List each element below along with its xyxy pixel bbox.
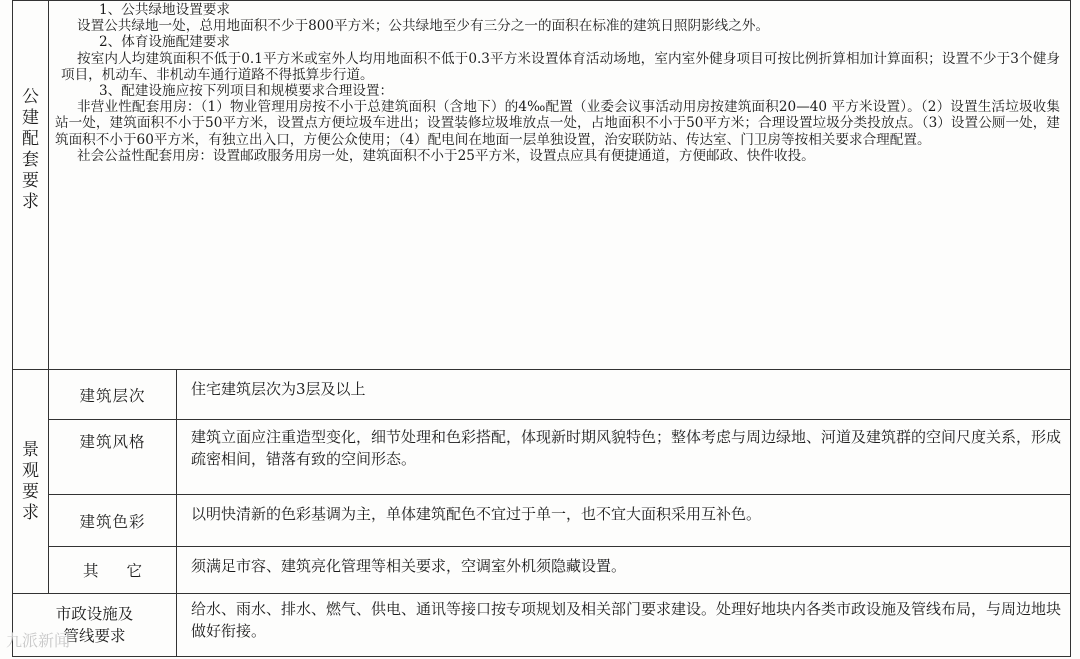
municipal-value: 给水、雨水、排水、燃气、供电、通讯等接口按专项规划及相关部门要求建设。处理好地块内各类市政设施及管线布局，与周边地块做好衔接。 xyxy=(177,594,1071,657)
paragraph-sports-body: 按室内人均建筑面积不低于0.1平方米或室外人均用地面积不低于0.3平方米设置体育活动场地，室内室外健身项目可按比例折算相加计算面积；设置不少于3个健身项目，机动车、非机动车通行道路不得抵算步行道。 xyxy=(61,50,1060,83)
paragraph-facilities-title: 3、配建设施应按下列项目和规模要求合理设置： xyxy=(99,83,394,100)
paragraph-greenland-title: 1、公共绿地设置要求 xyxy=(99,2,230,18)
heading-char: 要 xyxy=(22,481,39,502)
public-facilities-row xyxy=(13,1,1071,370)
heading-char: 要 xyxy=(22,171,39,191)
landscape-heading xyxy=(13,370,49,594)
landscape-row-style xyxy=(13,420,1071,495)
landscape-row-other xyxy=(13,547,1071,594)
municipal-heading-line1: 市政设施及 xyxy=(55,605,134,623)
heading-char: 配 xyxy=(22,129,39,149)
heading-char: 建 xyxy=(22,108,39,128)
landscape-row-color xyxy=(13,495,1071,547)
municipal-row xyxy=(13,594,1071,657)
label-other: 其它 xyxy=(49,547,177,594)
heading-char: 套 xyxy=(22,150,39,170)
public-facilities-heading xyxy=(13,1,49,370)
value-building-style: 建筑立面应注重造型变化，细节处理和色彩搭配，体现新时期风貌特色；整体考虑与周边绿地、河道及建筑群的空间尺度关系，形成疏密相间，错落有致的空间形态。 xyxy=(177,420,1071,495)
landscape-row-layer xyxy=(13,370,1071,420)
heading-char: 公 xyxy=(22,87,39,107)
heading-char: 景 xyxy=(22,439,39,460)
value-building-layers: 住宅建筑层次为3层及以上 xyxy=(177,370,1071,420)
watermark-logo: 九派新闻 xyxy=(6,631,71,650)
label-building-style: 建筑风格 xyxy=(49,420,177,495)
heading-char: 观 xyxy=(22,460,39,481)
value-other: 须满足市容、建筑亮化管理等相关要求，空调室外机须隐藏设置。 xyxy=(177,547,1071,594)
paragraph-nonprofit-housing: 非营业性配套用房：（1）物业管理用房按不小于总建筑面积（含地下）的4‰配置（业委会议事活动用房按建筑面积20—40 平方米设置）。（2）设置生活垃圾收集站一处，建筑面积不小于50平方米，设置点方便垃圾车进出；设置装修垃圾堆放点一处，占地面积不小于50平方米；合理设置垃圾分类投放点。（3）设置公厕一处，建筑面积不小于60平方米，有独立出入口，方便公众使用；（4）配电间在地面一层单独设置，治安联防站、传达室、门卫房等按相关要求合理配置。 xyxy=(55,99,1060,148)
public-facilities-content xyxy=(49,1,1071,370)
value-building-color: 以明快清新的色彩基调为主，单体建筑配色不宜过于单一，也不宜大面积采用互补色。 xyxy=(177,495,1071,547)
paragraph-greenland-body: 设置公共绿地一处，总用地面积不少于800平方米；公共绿地至少有三分之一的面积在标准的建筑日照阴影线之外。 xyxy=(77,18,770,35)
requirements-table xyxy=(12,0,1071,657)
paragraph-public-welfare: 社会公益性配套用房：设置邮政服务用房一处，建筑面积不小于25平方米，设置点应具有便捷通道，方便邮政、快件收投。 xyxy=(77,147,815,164)
label-building-layers: 建筑层次 xyxy=(49,370,177,420)
heading-char: 求 xyxy=(22,502,39,523)
heading-char: 求 xyxy=(22,192,39,212)
label-building-color: 建筑色彩 xyxy=(49,495,177,547)
paragraph-sports-title: 2、体育设施配建要求 xyxy=(99,34,230,51)
municipal-heading-line2: 管线要求 xyxy=(63,627,126,645)
